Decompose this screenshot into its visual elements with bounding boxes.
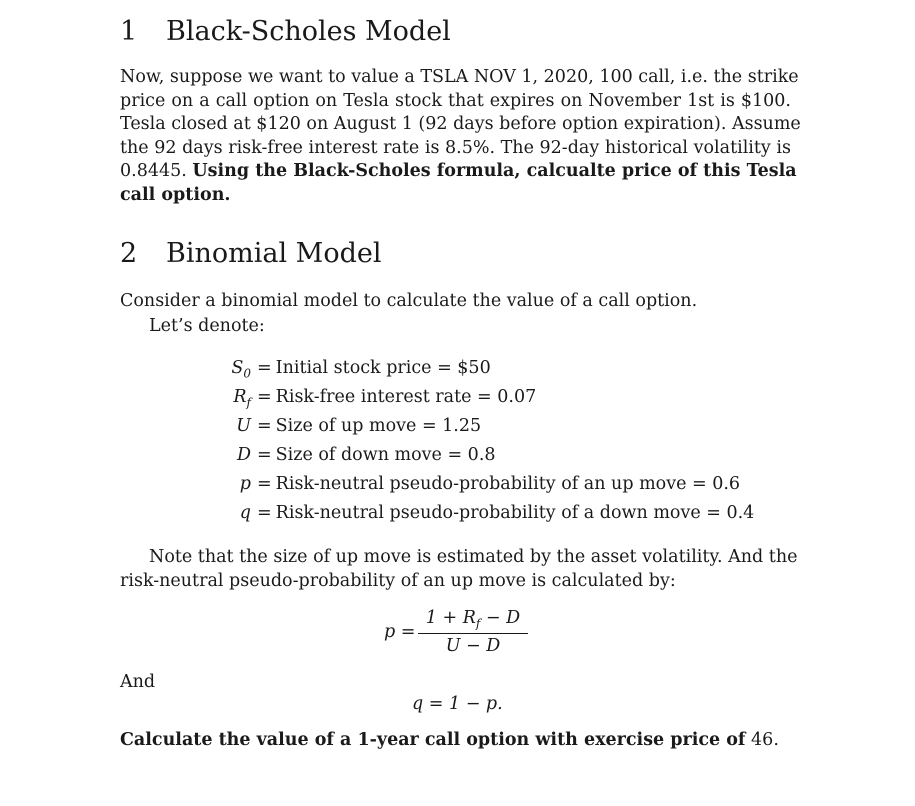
definition-text: Risk-neutral pseudo-probability of a down move = 0.4 <box>275 503 755 523</box>
note-paragraph <box>120 546 798 593</box>
task-instruction: Using the Black-Scholes formula, calcualte price of this Tesla <box>192 161 797 181</box>
section-2-title: Binomial Model <box>166 238 382 269</box>
definition-text: Initial stock price = $50 <box>275 358 491 378</box>
definition-row: D = Size of down move = 0.8 <box>236 445 496 465</box>
paragraph-line: Tesla closed at $120 on August 1 (92 days before option expiration). Assume <box>120 114 801 134</box>
formula-q: q = 1 − p. <box>412 694 503 714</box>
paragraph-line <box>120 160 797 184</box>
paragraph-line: risk-neutral pseudo-probability of an up move is calculated by: <box>120 570 676 591</box>
formula-p-lhs: p = <box>384 622 416 642</box>
section-1-paragraph <box>120 66 801 207</box>
definition-text: Size of up move = 1.25 <box>275 416 482 436</box>
exercise-price: 46. <box>751 730 779 750</box>
definition-row: $S_0$ = Initial stock price = $50 <box>231 358 491 381</box>
definition-row: $R_f$ = Risk-free interest rate = 0.07 <box>233 387 537 410</box>
section-2-number: 2 <box>120 238 138 269</box>
paragraph-line: Now, suppose we want to value a TSLA NOV 1, 2020, 100 call, i.e. the strike <box>120 67 799 87</box>
definition-row: p = Risk-neutral pseudo-probability of an up move = 0.6 <box>239 474 741 494</box>
section-2-intro: Consider a binomial model to calculate the value of a call option. <box>120 291 698 311</box>
paragraph-line: Note that the size of up move is estimated by the asset volatility. And the <box>149 547 798 567</box>
definition-text: Size of down move = 0.8 <box>275 445 496 465</box>
volatility-value: 0.8445. <box>120 161 187 181</box>
question-text: Calculate the value of a 1-year call option with exercise price of <box>120 730 746 750</box>
paragraph-line: the 92 days risk-free interest rate is 8.5%. The 92-day historical volatility is <box>120 137 791 158</box>
denote-text: Let’s denote: <box>149 316 265 336</box>
definition-text: Risk-neutral pseudo-probability of an up move = 0.6 <box>275 474 741 494</box>
formula-p-denominator: U − D <box>445 635 501 656</box>
definition-text: Risk-free interest rate = 0.07 <box>275 387 537 407</box>
and-text: And <box>120 672 156 692</box>
section-2-heading <box>120 238 381 269</box>
definition-row: U = Size of up move = 1.25 <box>236 416 482 436</box>
question <box>120 729 779 753</box>
formula-p-fraction <box>418 608 528 656</box>
formula-p-numerator: $1 + R_f - D$ <box>418 608 528 634</box>
paragraph-line: price on a call option on Tesla stock that expires on November 1st is $100. <box>120 90 791 111</box>
section-1-title: Black-Scholes Model <box>166 16 451 47</box>
section-1-number: 1 <box>120 16 138 47</box>
task-instruction-end: call option. <box>120 184 231 205</box>
definition-row: q = Risk-neutral pseudo-probability of a down move = 0.4 <box>239 503 755 523</box>
section-1-heading <box>120 16 451 47</box>
